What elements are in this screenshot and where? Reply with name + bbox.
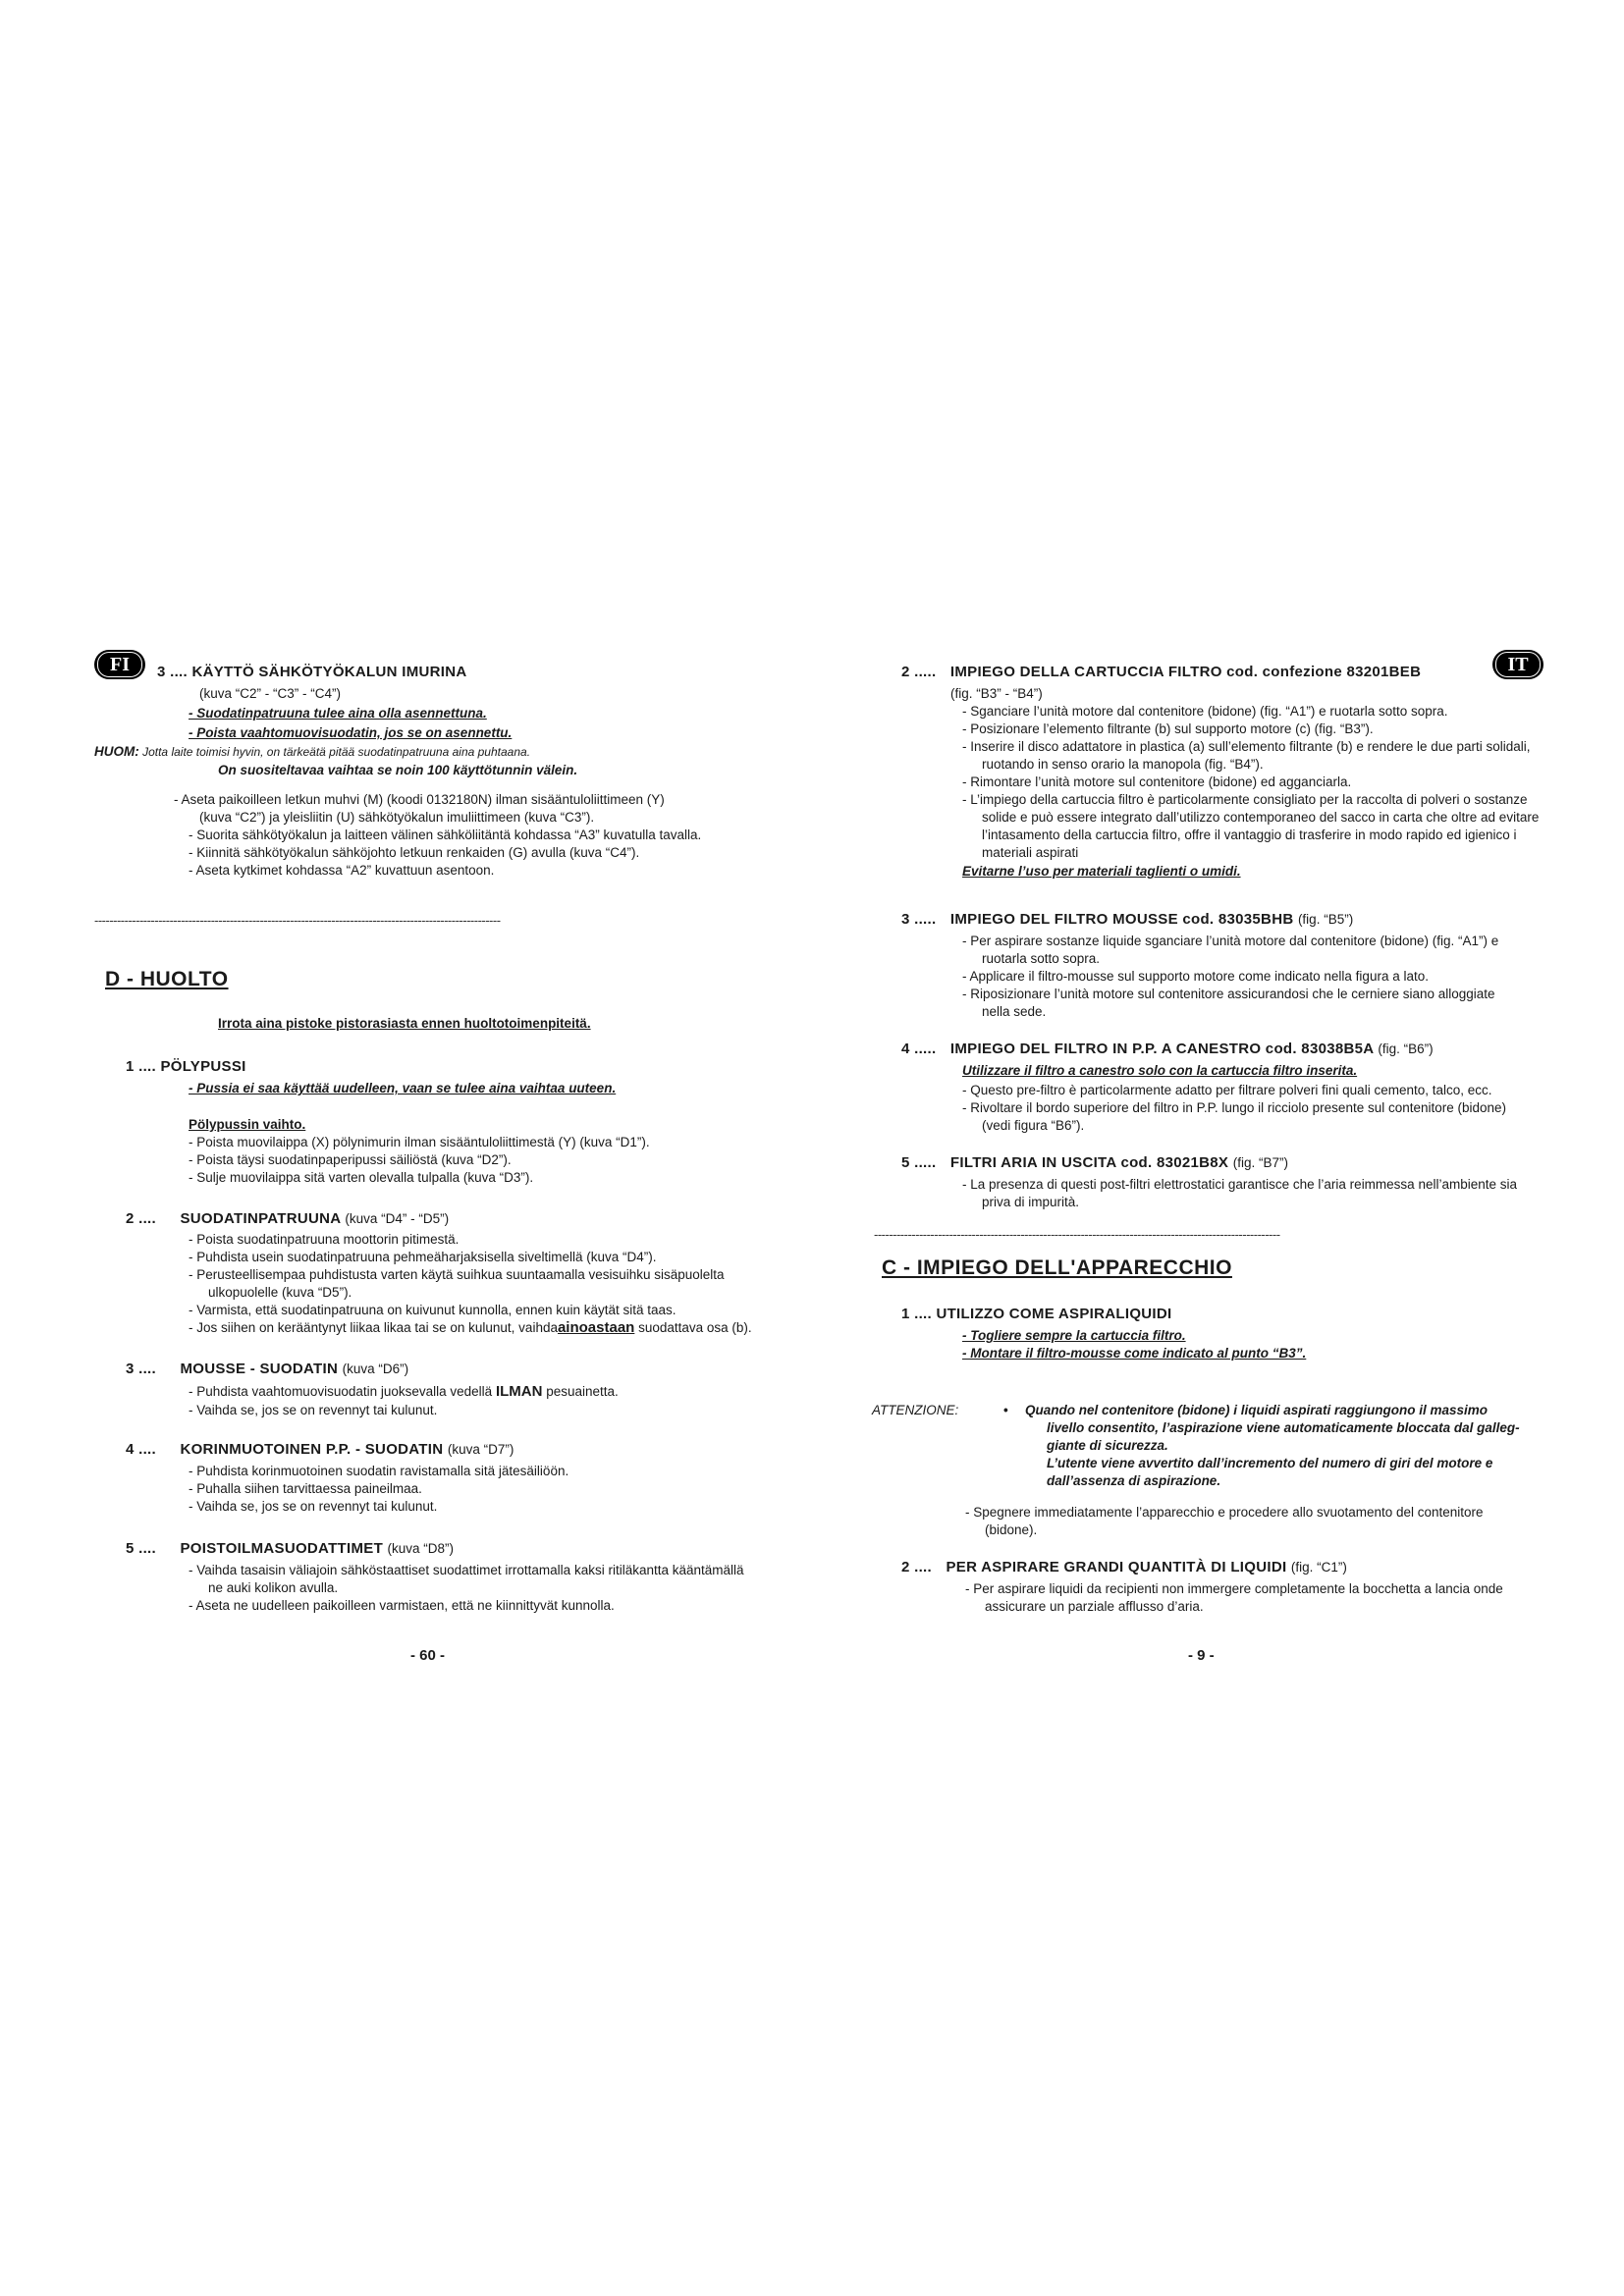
item-ref: (kuva “D4” - “D5”) [345,1211,450,1226]
text-part: - Puhdista vaahtomuovisuodatin juoksevalla vedellä [189,1384,496,1399]
text-line: (kuva “C2” - “C3” - “C4”) [199,686,341,701]
item-ref: (fig. “B5”) [1297,912,1354,927]
text-line: - Rimontare l’unità motore sul contenitore (bidone) ed agganciarla. [962,774,1352,789]
page-number: - 60 - [410,1647,446,1664]
section-divider: ------------------------------------------------------------------------------------------------------------ [94,913,501,928]
item-number: 2 .... [126,1210,156,1227]
note-line: - Togliere sempre la cartuccia filtro. [962,1328,1186,1343]
item-2-heading [901,664,1421,680]
item-ref: (kuva “D6”) [342,1362,409,1376]
text-line: ne auki kolikon avulla. [208,1580,339,1595]
text-line: - Puhdista korinmuotoinen suodatin ravistamalla sitä jätesäiliöön. [189,1464,569,1478]
item-1-heading: 1 .... PÖLYPUSSI [126,1058,246,1075]
text-line: (vedi figura “B6”). [982,1118,1085,1133]
item-title: MOUSSE - SUODATIN [180,1361,339,1377]
huom-note [94,743,530,761]
item-title: IMPIEGO DELLA CARTUCCIA FILTRO cod. confezione 83201BEB [949,664,1422,680]
text-line: - Sulje muovilaippa sitä varten olevalla tulpalla (kuva “D3”). [189,1170,534,1185]
text-line: - Spegnere immediatamente l’apparecchio e procedere allo svuotamento del contenitore [965,1505,1484,1520]
attention-text: Quando nel contenitore (bidone) i liquidi aspirati raggiungono il massimo [1025,1403,1489,1417]
text-line: - Kiinnitä sähkötyökalun sähköjohto letkuun renkaiden (G) avulla (kuva “C4”). [189,845,640,860]
attention-text: L’utente viene avvertito dall’incremento del numero di giri del motore e [1047,1456,1493,1470]
text-line: - Questo pre-filtro è particolarmente adatto per filtrare polveri fini quali cemento, talco, ecc. [962,1083,1492,1097]
emphasis: ainoastaan [557,1319,635,1336]
text-line: - Poista muovilaippa (X) pölynimurin ilman sisääntuloliittimestä (Y) (kuva “D1”). [189,1135,650,1149]
text-line: - Puhdista usein suodatinpatruuna pehmeäharjaksisella siveltimellä (kuva “D4”). [189,1250,657,1264]
item-number: 3 ..... [901,911,937,928]
attention-text: dall’assenza di aspirazione. [1047,1473,1221,1488]
item-ref: (fig. “C1”) [1290,1560,1347,1575]
item-number: 4 ..... [901,1041,937,1057]
item-number: 3 .... [126,1361,156,1377]
item-3-heading [126,1361,408,1377]
item-number: 5 ..... [901,1154,937,1171]
text-line: - Sganciare l’unità motore dal contenitore (bidone) (fig. “A1”) e ruotarla sotto sopra. [962,704,1448,719]
text-line: - Vaihda tasaisin väliajoin sähköstaattiset suodattimet irrottamalla kaksi ritiläkantta kääntämällä [189,1563,744,1577]
item-4-heading [901,1041,1434,1057]
item-4-heading [126,1441,514,1458]
text-line: l’intasamento della cartuccia filtro, offre il vantaggio di trasferire in modo rapido ed igienico i [982,828,1517,842]
item-title: PER ASPIRARE GRANDI QUANTITÀ DI LIQUIDI [946,1559,1287,1575]
attention-label: ATTENZIONE: [872,1403,959,1417]
text-line: - Poista suodatinpatruuna moottorin pitimestä. [189,1232,460,1247]
item-2-heading [126,1210,449,1227]
text-line: - Poista täysi suodatinpaperipussi säiliöstä (kuva “D2”). [189,1152,512,1167]
attention-text: giante di sicurezza. [1047,1438,1168,1453]
section-c-heading: C - IMPIEGO DELL'APPARECCHIO [882,1256,1232,1279]
text-line: - Suorita sähkötyökalun ja laitteen välinen sähköliitäntä kohdassa “A3” kuvatulla tavalla. [189,828,702,842]
language-badge-it: IT [1492,650,1543,679]
item-title: SUODATINPATRUUNA [180,1210,341,1227]
text-part: suodattava osa (b). [634,1320,752,1335]
subheading: Pölypussin vaihto. [189,1117,306,1132]
item-title: IMPIEGO DEL FILTRO IN P.P. A CANESTRO cod. 83038B5A [949,1041,1374,1057]
bullet: • [1003,1403,1008,1417]
emphasis: ILMAN [495,1383,543,1400]
item-title: FILTRI ARIA IN USCITA cod. 83021B8X [949,1154,1229,1171]
section-3-heading: 3 .... KÄYTTÖ SÄHKÖTYÖKALUN IMURINA [157,664,467,680]
item-5-heading [901,1154,1288,1171]
text-line: (bidone). [985,1522,1038,1537]
text-line: - Applicare il filtro-mousse sul supporto motore come indicato nella figura a lato. [962,969,1429,984]
text-line: - Varmista, että suodatinpatruuna on kuivunut kunnolla, ennen kuin käytät sitä taas. [189,1303,677,1317]
text-line: - Per aspirare liquidi da recipienti non immergere completamente la bocchetta a lancia onde [965,1581,1503,1596]
text-part: - Jos siihen on kerääntynyt liikaa likaa tai se on kulunut, vaihda [189,1320,558,1335]
huom-bold: On suositeltavaa vaihtaa se noin 100 käyttötunnin välein. [218,763,578,777]
note-line: - Pussia ei saa käyttää uudelleen, vaan se tulee aina vaihtaa uuteen. [189,1081,617,1095]
text-line: - L’impiego della cartuccia filtro è particolarmente consigliato per la raccolta di polveri o sostanze [962,792,1528,807]
item-3-heading [901,911,1353,928]
text-line: - Perusteellisempaa puhdistusta varten käytä suihkua suuntaamalla vesisuihku sisäpuolelta [189,1267,725,1282]
huom-label: HUOM: [94,744,139,759]
item-title: IMPIEGO DEL FILTRO MOUSSE cod. 83035BHB [949,911,1294,928]
text-line: - Puhalla siihen tarvittaessa paineilmaa. [189,1481,422,1496]
text-line: priva di impurità. [982,1195,1080,1209]
item-ref: (kuva “D8”) [387,1541,455,1556]
text-line: - Vaihda se, jos se on revennyt tai kulunut. [189,1499,438,1514]
text-line: - Aseta ne uudelleen paikoilleen varmistaen, että ne kiinnittyvät kunnolla. [189,1598,615,1613]
text-line: materiali aspirati [982,845,1079,860]
note-line: Utilizzare il filtro a canestro solo con la cartuccia filtro inserita. [962,1063,1358,1078]
text-line: nella sede. [982,1004,1047,1019]
text-line: - Inserire il disco adattatore in plastica (a) sull’elemento filtrante (b) e rendere le due parti solidali, [962,739,1531,754]
text-line: - Aseta paikoilleen letkun muhvi (M) (koodi 0132180N) ilman sisääntuloliittimeen (Y) [174,792,665,807]
text-part: pesuainetta. [542,1384,619,1399]
text-line: (kuva “C2”) ja yleisliitin (U) sähkötyökalun imuliittimeen (kuva “C3”). [199,810,595,825]
text-line: - Aseta kytkimet kohdassa “A2” kuvattuun asentoon. [189,863,495,878]
item-ref: (fig. “B7”) [1232,1155,1288,1170]
item-number: 2 .... [901,1559,932,1575]
text-line: - Vaihda se, jos se on revennyt tai kulunut. [189,1403,438,1417]
note-line: - Poista vaahtomuovisuodatin, jos se on asennettu. [189,725,513,740]
text-line: - Rivoltare il bordo superiore del filtro in P.P. lungo il ricciolo presente sul contenitore (bidone) [962,1100,1507,1115]
text-line: - Riposizionare l’unità motore sul contenitore assicurandosi che le cerniere siano alloggiate [962,987,1495,1001]
huom-text: Jotta laite toimisi hyvin, on tärkeätä pitää suodatinpatruuna aina puhtaana. [142,745,531,759]
warning-text: Irrota aina pistoke pistorasiasta ennen huoltotoimenpiteitä. [218,1016,591,1031]
item-number: 4 .... [126,1441,156,1458]
item-1-heading: 1 .... UTILIZZO COME ASPIRALIQUIDI [901,1306,1172,1322]
item-title: KORINMUOTOINEN P.P. - SUODATIN [180,1441,444,1458]
attention-text: livello consentito, l’aspirazione viene automaticamente bloccata dal galleg- [1047,1420,1520,1435]
item-5-heading [126,1540,454,1557]
section-divider: ------------------------------------------------------------------------------------------------------------ [874,1227,1280,1242]
section-d-heading: D - HUOLTO [105,968,229,990]
item-ref: (fig. “B6”) [1378,1041,1434,1056]
text-line: ruotando in senso orario la manopola (fig. “B4”). [982,757,1264,772]
item-ref: (kuva “D7”) [447,1442,514,1457]
item-number: 5 .... [126,1540,156,1557]
text-line: ulkopuolelle (kuva “D5”). [208,1285,352,1300]
note-line: - Suodatinpatruuna tulee aina olla asennettuna. [189,706,487,721]
text-line: (fig. “B3” - “B4”) [950,686,1043,701]
text-line [189,1383,619,1400]
item-title: POISTOILMASUODATTIMET [180,1540,384,1557]
note-line: Evitarne l’uso per materiali taglienti o umidi. [962,864,1241,879]
page-number: - 9 - [1188,1647,1215,1664]
text-line [189,1319,752,1336]
text-line: assicurare un parziale afflusso d’aria. [985,1599,1204,1614]
note-line: - Montare il filtro-mousse come indicato al punto “B3”. [962,1346,1307,1361]
text-line: - Posizionare l’elemento filtrante (b) sul supporto motore (c) (fig. “B3”). [962,721,1374,736]
language-badge-fi: FI [94,650,145,679]
text-line: - La presenza di questi post-filtri elettrostatici garantisce che l’aria reimmessa nell’ambiente sia [962,1177,1518,1192]
text-line: solide e può essere integrato dall’utilizzo contemporaneo del sacco in carta che oltre ad evitare [982,810,1540,825]
text-line: - Per aspirare sostanze liquide sganciare l’unità motore dal contenitore (bidone) (fig. “A1”) e [962,934,1499,948]
item-2-heading [901,1559,1347,1575]
text-line: ruotarla sotto sopra. [982,951,1101,966]
item-number: 2 ..... [901,664,937,680]
